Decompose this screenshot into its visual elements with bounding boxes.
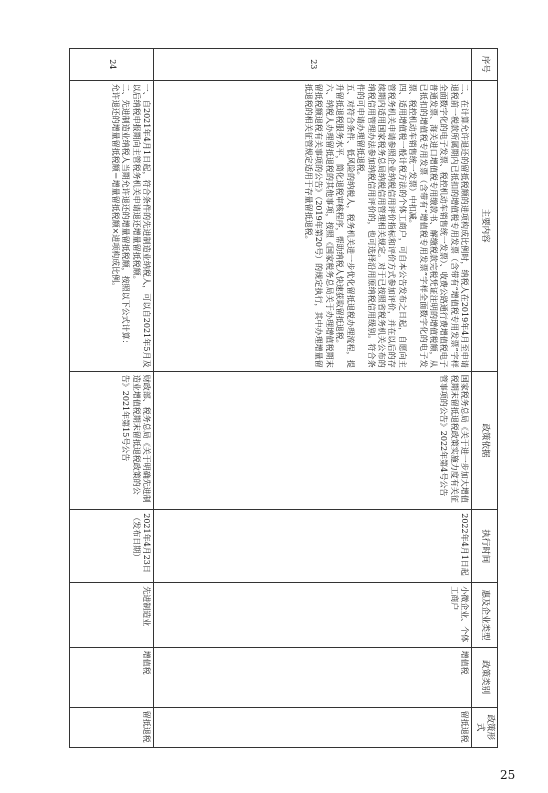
row-seq: 24 bbox=[70, 49, 154, 81]
row-content bbox=[70, 80, 154, 371]
content-paragraph: 允许退还的增量留抵税额＝增量留抵税额×进项构成比例。 bbox=[110, 83, 120, 291]
header-content: 主要内容 bbox=[472, 80, 498, 371]
table-row bbox=[70, 49, 154, 748]
content-paragraph: 六、纳税人办理留抵退税的其他事项，按照《国家税务总局关于办理增值税期末留抵税额退税有关事项的公告》（2019年第20号）的规定执行，其中办理增量留抵退税的相关征管规定适用于存量留抵退税。 bbox=[304, 83, 334, 368]
row-time: 2021年4月23日（发布日期） bbox=[70, 510, 154, 583]
header-basis: 政策依据 bbox=[472, 371, 498, 509]
header-category: 政策类别 bbox=[472, 647, 498, 707]
content-paragraph: 四、适用增值税一般计税方法的个体工商户，可自本公告发布之日起，自愿向主管税务机关申请参照企业纳税信用评价指标和评价方式参加评价，并在以后的存续期内适用国家税务总局纳税信用管理相关规定。对于已按照省税务机关公布的纳税信用管理办法参加纳税信用评价的，也可选择沿用原纳税信用级别。符合条件的可申请办理留抵退税。 bbox=[356, 83, 407, 368]
row-basis: 国家税务总局《关于进一步加大增值税期末留抵退税政策实施力度有关征管事项的公告》2022年第4号公告 bbox=[154, 371, 472, 509]
row-basis: 财政部、税务总局《关于明确先进制造业增值税期末留抵退税政策的公告》2021年第15号公告 bbox=[70, 371, 154, 509]
content-paragraph: 二、在计算允许退还的留抵税额的进项构成比例时，纳税人在2019年4月至申请退税前一税款所属期内已抵扣的增值税专用发票（含带有“增值税专用发票”字样全面数字化的电子发票、税控机动车销售统一发票）、收费公路通行费增值税电子普通发票、海关进口增值税专用缴款书、解缴税款完税凭证注明的增值税额，从已抵扣的增值税专用发票（含带有“增值税专用发票”字样全面数字化的电子发票、税控机动车销售统一发票）中扣减。 bbox=[408, 83, 470, 368]
row-seq: 23 bbox=[154, 49, 472, 81]
row-category: 增值税 bbox=[154, 647, 472, 707]
row-category: 增值税 bbox=[70, 647, 154, 707]
policy-table bbox=[69, 48, 498, 748]
header-seq: 序号 bbox=[472, 49, 498, 81]
row-enterprise: 小微企业、个体工商户 bbox=[154, 583, 472, 647]
page-number: 25 bbox=[500, 768, 516, 782]
row-enterprise: 先进制造业 bbox=[70, 583, 154, 647]
rotated-table-page bbox=[50, 48, 498, 748]
content-paragraph: 一、自2021年4月1日起，符合条件的先进制造业纳税人，可以自2021年5月及以后纳税申报期向主管税务机关申请退还增量留抵税额。 bbox=[131, 83, 152, 368]
table-row bbox=[154, 49, 472, 748]
row-form: 留抵退税 bbox=[70, 707, 154, 747]
table-header-row bbox=[472, 49, 498, 748]
content-paragraph: 五、对符合条件、低风险的纳税人，税务机关进一步优化留抵退税办理流程，提升留抵退税服务水平，简化退税审核程序，帮助纳税人快速获取留抵退税。 bbox=[335, 83, 355, 368]
header-enterprise: 惠及企业类型 bbox=[472, 583, 498, 647]
row-time: 2022年4月1日起 bbox=[154, 510, 472, 583]
row-content bbox=[154, 80, 472, 371]
row-form: 留抵退税 bbox=[154, 707, 472, 747]
content-paragraph: 二、先进制造业纳税人当期允许退还的增量留抵税额，按照以下公式计算： bbox=[121, 83, 131, 348]
header-time: 执行时间 bbox=[472, 510, 498, 583]
header-form: 政策形式 bbox=[472, 707, 498, 747]
